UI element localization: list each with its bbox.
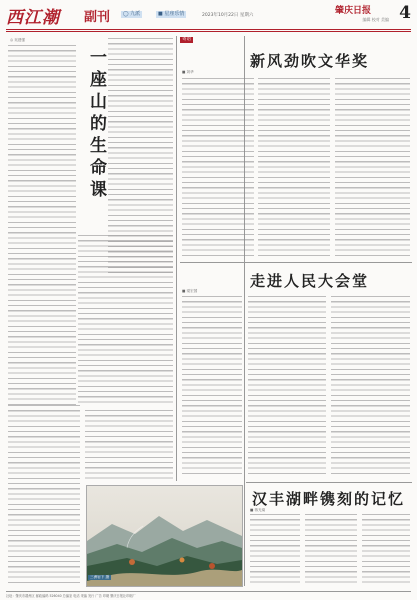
brand-title: 西江潮: [6, 8, 60, 28]
right-top-text-3: [335, 78, 410, 258]
right-middle-text-3: [331, 296, 410, 476]
section-divider: [246, 482, 412, 483]
right-bottom-title: 汉丰湖畔镌刻的记忆: [252, 490, 406, 508]
left-text-column-3: [78, 235, 173, 405]
right-middle-title: 走进人民大会堂: [250, 272, 370, 290]
right-top-text-2: [258, 78, 330, 258]
right-bottom-author: ■ 蒋光菊: [250, 508, 266, 512]
page-number: 4: [399, 3, 411, 23]
header-rule: [6, 31, 411, 32]
masthead: [6, 3, 411, 29]
left-author: ◎ 吴建强: [10, 38, 26, 42]
footer: 社址：肇庆市端州区 邮政编码 526040 总编室 电话 采编 发行 广告 印刷 肇庆日报社印刷厂: [6, 591, 411, 598]
section-tag: 寄语: [182, 37, 191, 42]
right-middle-author: ■ 梁宏国: [182, 289, 198, 293]
landscape-photo: [86, 485, 243, 587]
section-divider: [180, 262, 412, 263]
landscape-photo-svg: [87, 486, 242, 586]
pill-label: ◯ 九派: [123, 11, 141, 17]
left-article-title: 一座山的生命课: [86, 48, 106, 202]
right-middle-text-2: [248, 296, 326, 476]
right-bottom-text-3: [362, 514, 410, 586]
right-bottom-text-2: [305, 514, 357, 586]
photo-caption: 三洲岩下 摄: [90, 575, 110, 579]
left-text-column-5: [85, 410, 173, 480]
right-top-text-1: [182, 78, 254, 258]
right-top-title: 新风劲吹文华奖: [250, 52, 370, 70]
paper-logo: 肇庆日报: [334, 6, 371, 16]
right-middle-text-1: [182, 296, 242, 476]
pill-label: ■ 星座乐情: [158, 11, 185, 17]
column-divider: [176, 36, 177, 481]
right-top-author: ■ 刘华: [182, 70, 194, 74]
meta-line: 编辑 校对 美编: [362, 17, 389, 22]
date-line: 2023年10月22日 星期六: [202, 13, 254, 18]
left-text-column-1: [8, 45, 76, 405]
section-title: 副刊: [84, 10, 111, 25]
header-rule: [6, 29, 411, 30]
right-bottom-text-1: [250, 514, 300, 586]
left-text-column-4: [8, 405, 80, 587]
